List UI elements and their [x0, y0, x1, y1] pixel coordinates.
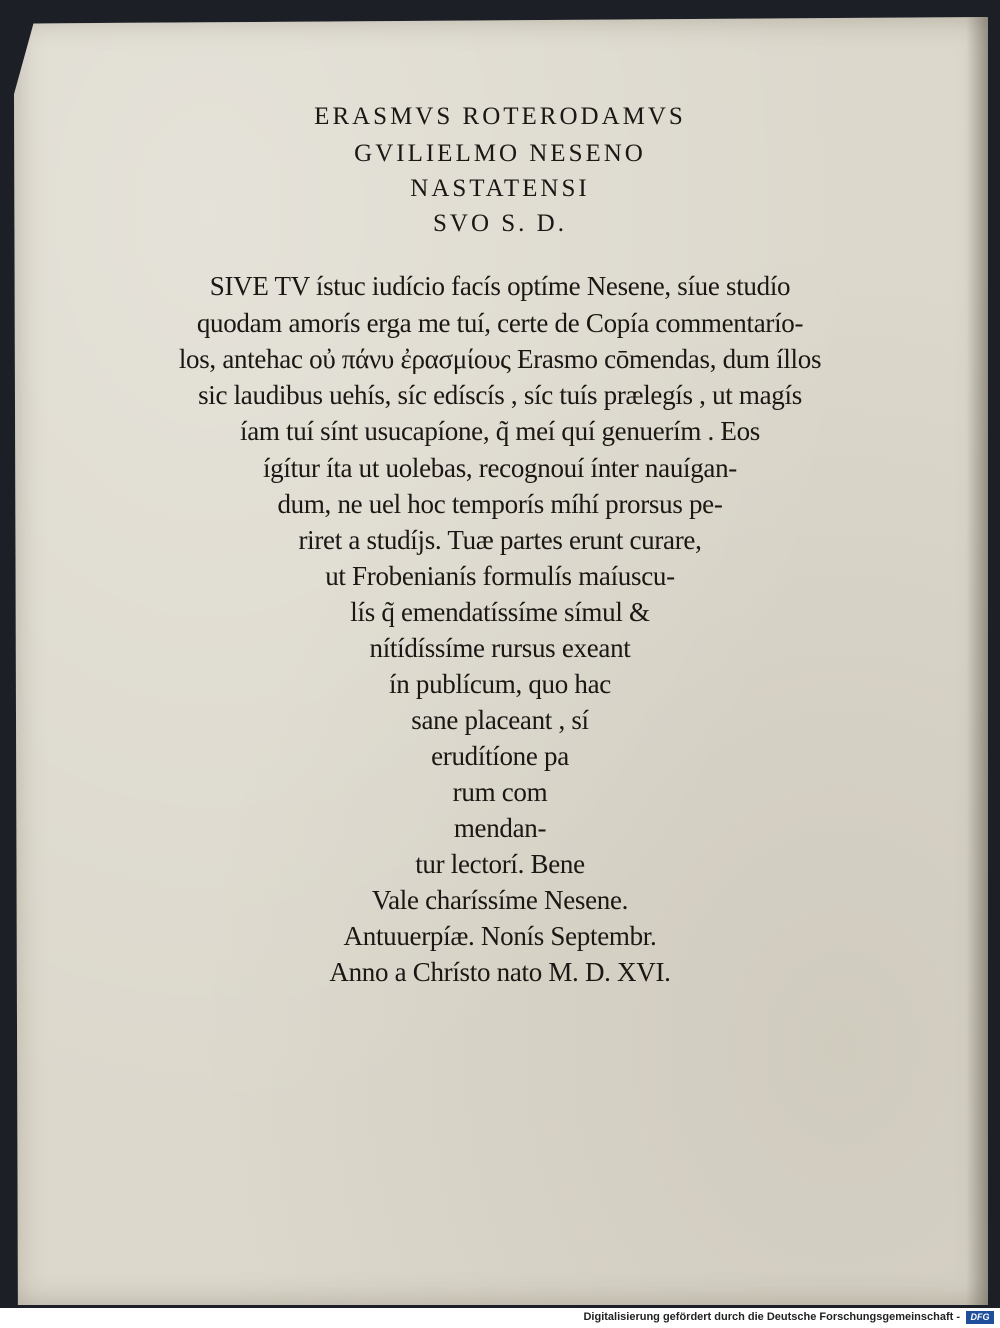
text-line-11: nítídíssíme rursus exeant	[369, 633, 631, 663]
text-line-10: lís q̃ emendatíssíme símul &	[350, 597, 650, 627]
text-line-9: ut Frobenianís formulís maíuscu-	[325, 561, 675, 591]
text-line-4: sic laudibus uehís, síc edíscís , síc tuís prælegís , ut magís	[198, 380, 802, 410]
text-line-19: Antuuerpíæ. Nonís Septembr.	[343, 921, 657, 951]
text-line-1: SIVE TV ístuc iudício facís optíme Nesene, síue studío	[209, 271, 791, 301]
text-line-18: Vale charíssíme Nesene.	[371, 885, 629, 915]
text-line-8: riret a studíjs. Tuæ partes erunt curare,	[298, 525, 702, 555]
text-line-16: mendan-	[453, 813, 547, 843]
text-line-14: erudítíone pa	[431, 741, 569, 771]
text-line-5: íam tuí sínt usucapíone, q̃ meí quí genuerím . Eos	[240, 416, 760, 446]
text-line-15: rum com	[452, 777, 548, 807]
text-line-12: ín publícum, quo hac	[389, 669, 611, 699]
text-line-6: ígítur íta ut uolebas, recognouí ínter nauígan-	[262, 453, 737, 483]
digitization-footer	[0, 1308, 1000, 1328]
dfg-logo: DFG	[966, 1311, 994, 1324]
heading-line-4: SVO S. D.	[433, 210, 567, 237]
heading-line-2: GVILIELMO NESENO	[354, 140, 646, 167]
text-line-7: dum, ne uel hoc temporís míhí prorsus pe-	[277, 489, 723, 519]
text-line-20: Anno a Chrísto nato M. D. XVI.	[329, 957, 671, 987]
heading-line-3: NASTATENSI	[410, 175, 590, 202]
footer-credit-text: Digitalisierung gefördert durch die Deutsche Forschungsgemeinschaft -	[583, 1311, 960, 1323]
text-line-17: tur lectorí. Bene	[415, 849, 585, 879]
text-line-13: sane placeant , sí	[411, 705, 589, 735]
text-line-3: los, antehac οὐ πάνυ ἐρασμίους Erasmo cōmendas, dum íllos	[178, 344, 822, 374]
text-line-2: quodam amorís erga me tuí, certe de Copía commentarío-	[196, 308, 804, 338]
heading-line-1: ERASMVS ROTERODAMVS	[314, 103, 686, 130]
